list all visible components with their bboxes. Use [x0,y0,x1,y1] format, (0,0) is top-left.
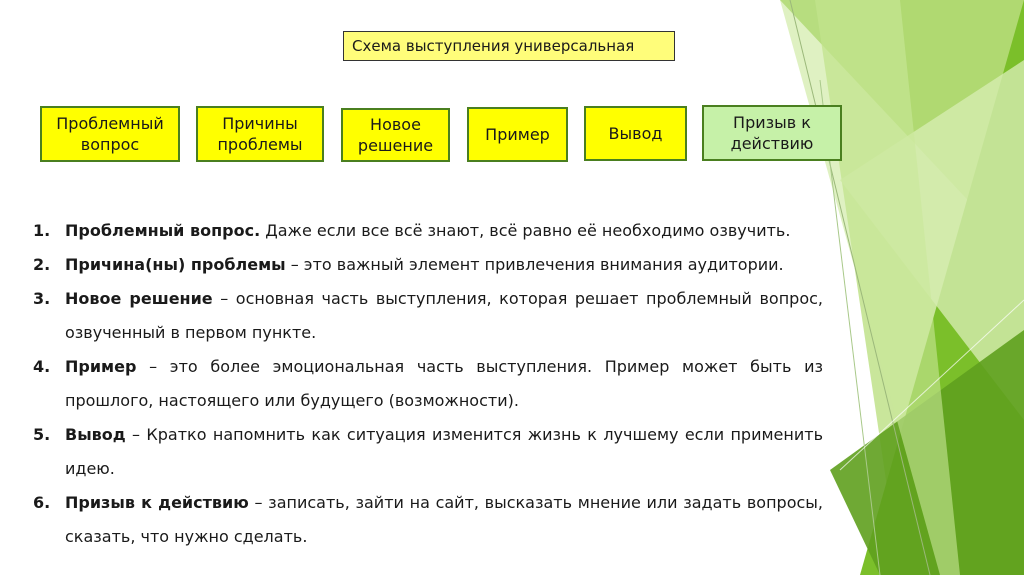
item-text: – записать, зайти на сайт, высказать мнение или задать вопросы, сказать, что нужно сделать. [65,493,823,546]
item-number: 2. [33,255,51,274]
item-number: 3. [33,289,51,308]
item-term: Пример [65,357,137,376]
numbered-list [33,214,823,554]
item-term: Призыв к действию [65,493,249,512]
item-text: – Кратко напомнить как ситуация изменится жизнь к лучшему если применить идею. [65,425,823,478]
item-number: 1. [33,221,51,240]
step-call-to-action: Призыв к действию [702,105,842,161]
step-example: Пример [467,107,568,162]
item-term: Причина(ны) проблемы [65,255,286,274]
item-text: – основная часть выступления, которая решает проблемный вопрос, озвученный в первом пункте. [65,289,824,342]
item-term: Новое решение [65,289,213,308]
item-number: 6. [33,493,51,512]
step-problem-causes: Причины проблемы [196,106,324,162]
list-item [33,418,823,486]
item-text: – это более эмоциональная часть выступления. Пример может быть из прошлого, настоящего или будущего (возможности). [65,357,823,410]
list-item [33,214,823,248]
list-item [33,282,823,350]
list-item [33,350,823,418]
step-problem-question: Проблемный вопрос [40,106,180,162]
list-item [33,248,823,282]
slide-title: Схема выступления универсальная [343,31,675,61]
item-term: Проблемный вопрос. [65,221,261,240]
item-number: 5. [33,425,51,444]
item-term: Вывод [65,425,126,444]
item-text: – это важный элемент привлечения внимания аудитории. [285,255,784,274]
step-conclusion: Вывод [584,106,687,161]
step-new-solution: Новое решение [341,108,450,162]
item-text: Даже если все всё знают, всё равно её необходимо озвучить. [260,221,791,240]
item-number: 4. [33,357,51,376]
list-item [33,486,823,554]
